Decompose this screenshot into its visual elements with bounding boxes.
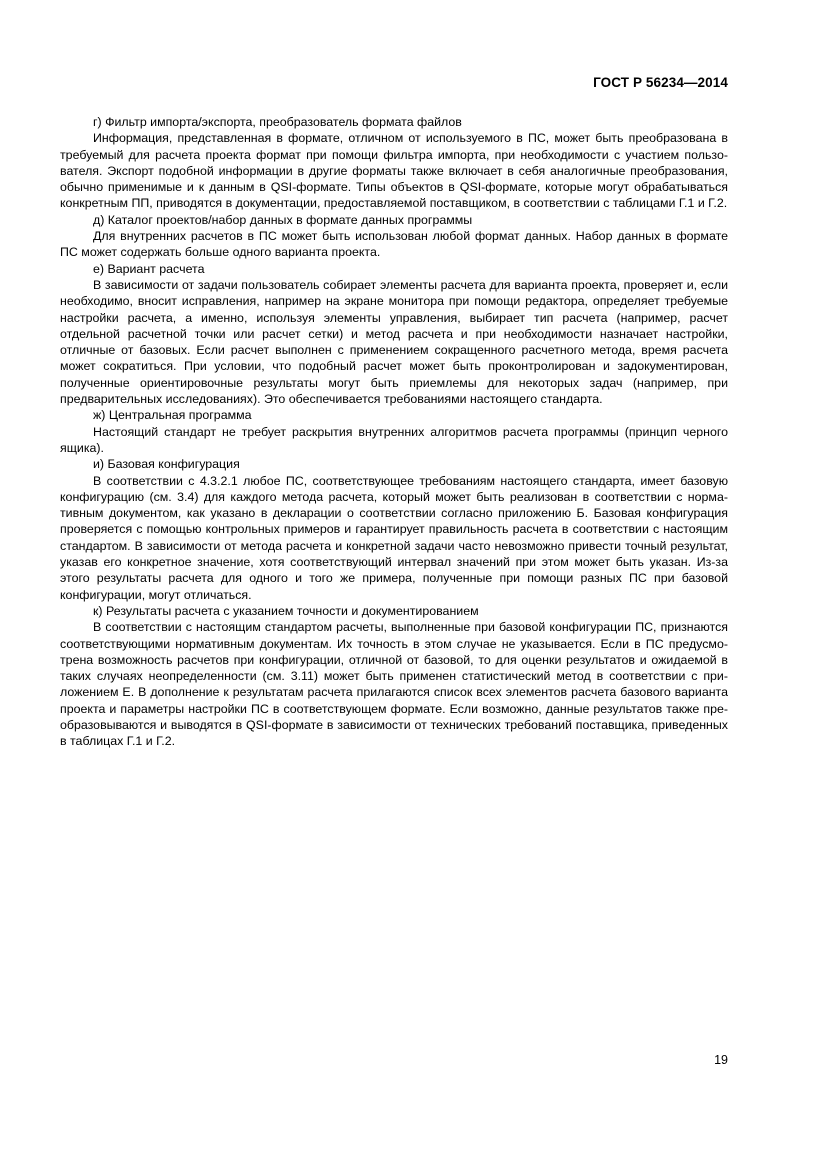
section-heading-zh: ж) Центральная программа <box>93 408 252 423</box>
body-paragraph-base-configuration: В соответствии с 4.3.2.1 любое ПС, соответствующее требованиям настоящего стандарта, имеет базовую конфигурацию (см. 3.4) для каждого метода расчета, который может быть реализован в соответствии с нормативным документом, как указано в декларации о соответствии согласно приложению Б. Базовая конфигурация проверяется с помощью контрольных примеров и гарантирует правильность расчета в соответствии с настоящим стандартом. В зависимости от метода расчета и конкретной задачи часто невозможно привести точный результат, указав его конкретное значение, хотя соответствующий интервал значений при этом может быть указан. Из-за этого результаты расчета для одного и того же примера, полученные при помощи разных ПС при базовой конфигурации, могут отличаться. <box>60 473 728 602</box>
section-heading-d: д) Каталог проектов/набор данных в формате данных программы <box>93 212 473 227</box>
section-heading-g: г) Фильтр импорта/экспорта, преобразователь формата файлов <box>93 115 462 129</box>
body-paragraph-import-filter: Информация, представленная в формате, отличном от используемого в ПС, может быть преобразована в требуемый для расчета проекта формат при помощи фильтра импорта, при необходимости с участием пользователя. Экспорт подобной информации в другие форматы также включает в себя аналогичные преобразования, обычно применимые и к данным в QSI-формате. Типы объектов в QSI-формате, которые могут обрабатываться конкретным ПП, приводятся в документации, предоставляемой поставщиком, в соответствии с таблицами Г.1 и Г.2. <box>60 131 728 211</box>
section-heading-i: и) Базовая конфигурация <box>93 457 240 472</box>
body-paragraph-results-accuracy: В соответствии с настоящим стандартом расчеты, выполненные при базовой конфигурации ПС, признаются соответствующими нормативным документам. Их точность в этом случае не указывается. Если в ПС предусмотрена возможность расчетов при конфигурации, отличной от базовой, то для оценки результатов и ожидаемой в таких случаях неопределенности (см. 3.11) может быть применен статистический метод в соответствии с приложением Е. В дополнение к результатам расчета прилагаются список всех элементов расчета базового варианта проекта и параметры настройки ПС в соответствующем формате. Если возможно, данные результатов также преобразовываются и выводятся в QSI-формате в зависимости от технических требований поставщика, приведенных в таблицах Г.1 и Г.2. <box>60 620 728 749</box>
body-paragraph-project-catalog: Для внутренних расчетов в ПС может быть использован любой формат данных. Набор данных в формате ПС может содержать больше одного варианта проекта. <box>60 229 728 260</box>
page-number: 19 <box>714 1053 728 1067</box>
document-standard-id: ГОСТ Р 56234—2014 <box>593 75 728 90</box>
section-heading-e: е) Вариант расчета <box>93 261 205 276</box>
document-body <box>60 114 728 750</box>
section-heading-k: к) Результаты расчета с указанием точности и документированием <box>93 603 479 618</box>
body-paragraph-central-program: Настоящий стандарт не требует раскрытия внутренних алгоритмов расчета программы (принцип черного ящика). <box>60 424 728 455</box>
body-paragraph-calculation-variant: В зависимости от задачи пользователь собирает элементы расчета для варианта проекта, проверяет и, если необходимо, вносит исправления, например на экране монитора при помощи редактора, определяет требуемые настройки расчета, а именно, используя элементы управления, выбирает тип расчета (например, расчет отдельной расчетной точки или расчет сетки) и метод расчета и при необходимости назначает настройки, отличные от базовых. Если расчет выполнен с применением сокращенного расчетного метода, время расчета может сократиться. При условии, что подобный расчет может быть проконтролирован и задокументирован, полученные ориентировочные результаты могут быть приемлемы для некоторых задач (например, при предварительных исследованиях). Это обеспечивается требованиями настоящего стандарта. <box>60 277 728 407</box>
